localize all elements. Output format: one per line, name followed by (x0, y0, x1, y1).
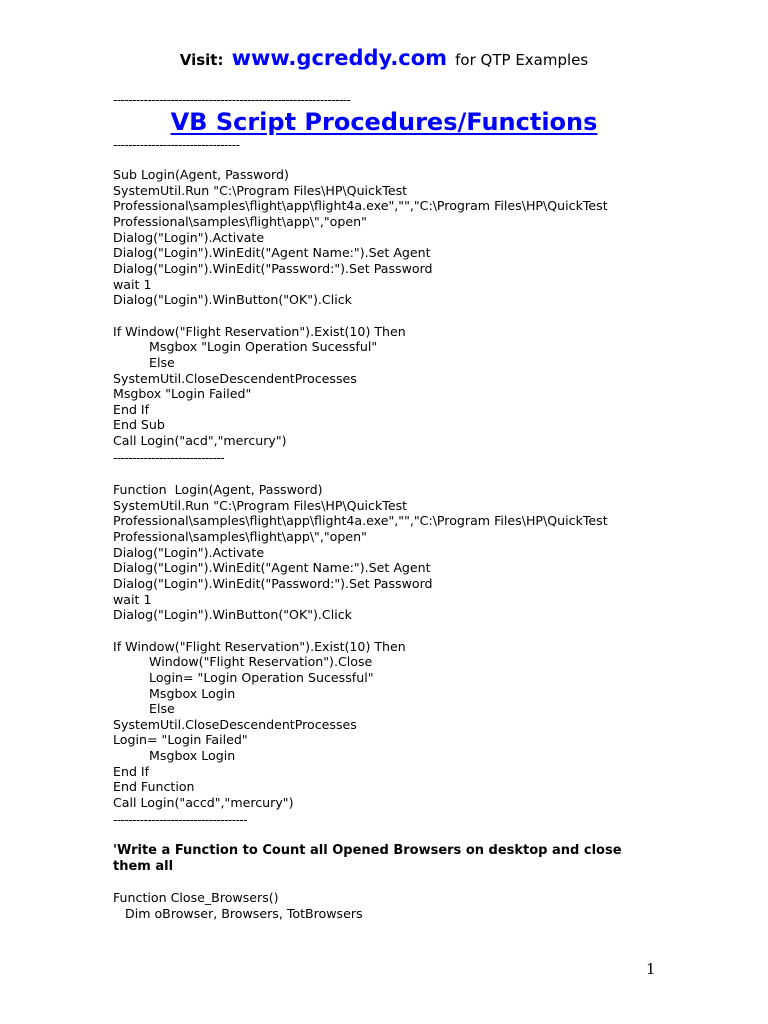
code-line: Professional\samples\flight\app\flight4a.exe","","C:\Program Files\HP\QuickTest (113, 198, 608, 214)
code-line: End Function (113, 779, 195, 795)
code-line: Dialog("Login").Activate (113, 229, 265, 245)
code-line: End If (113, 401, 150, 417)
code-line (113, 623, 608, 639)
code-line: wait 1 (113, 591, 152, 607)
header-visit-label: Visit: (179, 51, 224, 69)
separator-top: -------------------------------------------------------------- (113, 93, 351, 107)
code-line: Call Login("accd","mercury") (113, 795, 294, 811)
header-suffix: for QTP Examples (455, 51, 589, 69)
code-line: SystemUtil.CloseDescendentProcesses (113, 716, 357, 732)
code-line: Msgbox "Login Operation Sucessful" (113, 339, 378, 355)
code-line: Dialog("Login").WinEdit("Agent Name:").Set Agent (113, 560, 431, 576)
code-line: End Sub (113, 417, 165, 433)
code-line: Dialog("Login").Activate (113, 544, 265, 560)
code-line: Sub Login(Agent, Password) (113, 167, 289, 182)
code-line: Msgbox Login (113, 748, 236, 764)
code-line: Professional\samples\flight\app\","open" (113, 528, 367, 544)
code-line: End If (113, 763, 150, 779)
code-line: Else (113, 354, 175, 370)
page-header (0, 46, 768, 70)
code-line: Call Login("acd","mercury") (113, 433, 287, 449)
code-line: Msgbox Login (113, 685, 236, 701)
code-block-sub-login (113, 167, 608, 449)
code-line: If Window("Flight Reservation").Exist(10) Then (113, 638, 406, 654)
code-line: Professional\samples\flight\app\flight4a.exe","","C:\Program Files\HP\QuickTest (113, 513, 608, 529)
code-line: Dim oBrowser, Browsers, TotBrowsers (113, 905, 363, 921)
code-line: Function Login(Agent, Password) (113, 482, 323, 497)
code-line: Login= "Login Operation Sucessful" (113, 669, 374, 685)
code-line: SystemUtil.Run "C:\Program Files\HP\QuickTest (113, 182, 408, 198)
code-line: Login= "Login Failed" (113, 732, 248, 748)
code-line: Dialog("Login").WinEdit("Password:").Set Password (113, 260, 433, 276)
code-line: Dialog("Login").WinButton("OK").Click (113, 292, 352, 308)
code-line (113, 308, 608, 324)
code-line: Function Close_Browsers() (113, 890, 279, 905)
separator-after-function: ----------------------------------- (113, 813, 248, 827)
code-line: wait 1 (113, 276, 152, 292)
code-line: Professional\samples\flight\app\","open" (113, 213, 367, 229)
code-line: Else (113, 701, 175, 717)
separator-after-sub: ----------------------------- (113, 451, 225, 465)
code-line: Dialog("Login").WinButton("OK").Click (113, 607, 352, 623)
separator-under-title: --------------------------------- (113, 138, 240, 152)
code-block-function-login (113, 482, 608, 811)
code-line: If Window("Flight Reservation").Exist(10) Then (113, 323, 406, 339)
page-number: 1 (646, 960, 656, 978)
comment-heading: 'Write a Function to Count all Opened Browsers on desktop and close them all (113, 843, 622, 874)
code-line: Dialog("Login").WinEdit("Password:").Set Password (113, 575, 433, 591)
code-line: Msgbox "Login Failed" (113, 386, 252, 402)
code-block-close-browsers (113, 890, 363, 921)
header-site-link[interactable]: www.gcreddy.com (231, 46, 448, 70)
code-line: SystemUtil.Run "C:\Program Files\HP\QuickTest (113, 497, 408, 513)
code-line: Window("Flight Reservation").Close (113, 654, 373, 670)
document-title: VB Script Procedures/Functions (170, 108, 598, 136)
code-line: SystemUtil.CloseDescendentProcesses (113, 370, 357, 386)
code-line: Dialog("Login").WinEdit("Agent Name:").Set Agent (113, 245, 431, 261)
